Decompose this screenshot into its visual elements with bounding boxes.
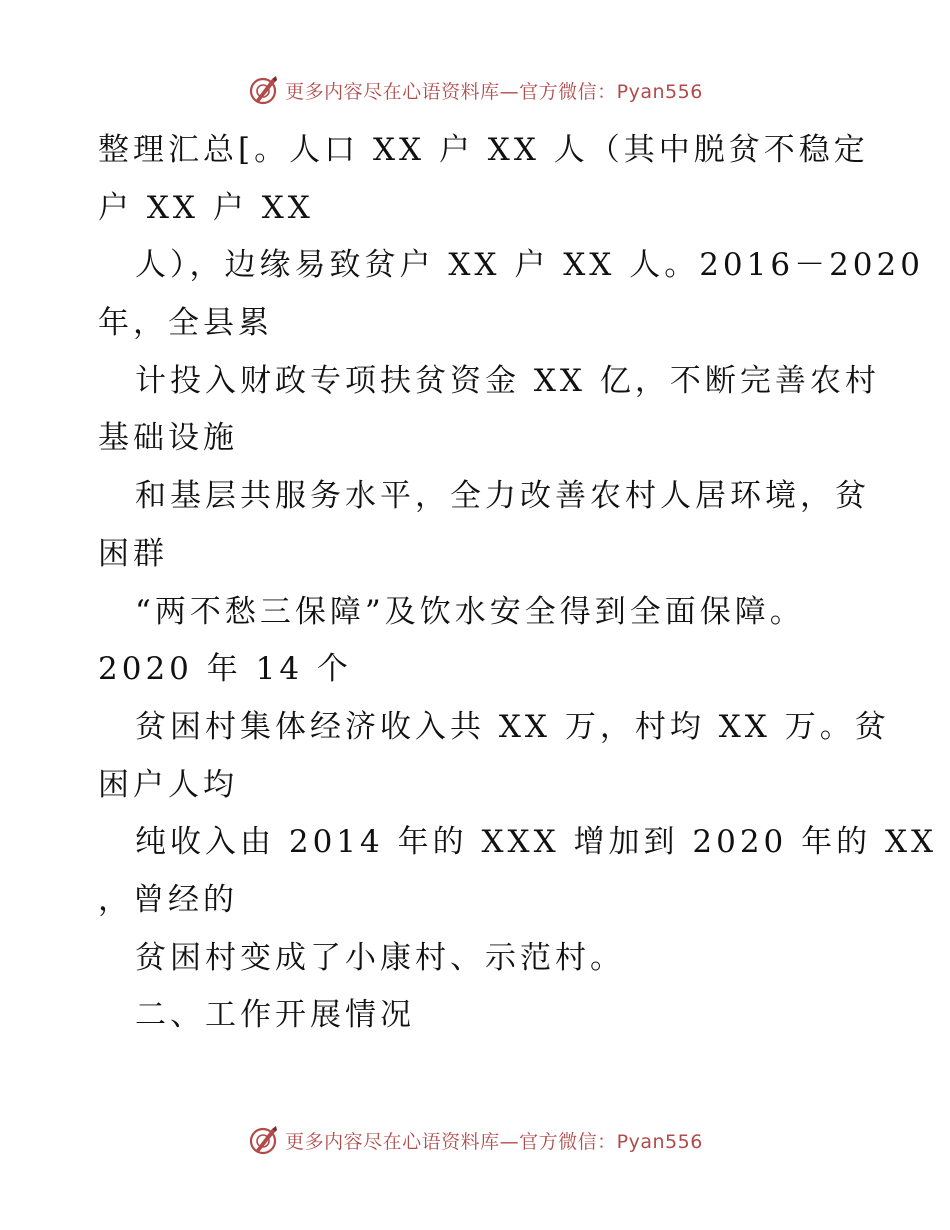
paragraph-line: 和基层共服务水平，全力改善农村人居环境，贫 [135, 478, 870, 515]
paragraph-line: 纯收入由 2014 年的 XXX 增加到 2020 年的 XX [135, 824, 938, 861]
paragraph-line: 人），边缘易致贫户 XX 户 XX 人。2016－2020 [135, 247, 924, 284]
paragraph-line: 年，全县累 [98, 305, 273, 342]
paragraph-line: 二、工作开展情况 [135, 997, 415, 1034]
header-banner-text: 更多内容尽在心语资料库—官方微信：Pyan556 [285, 80, 703, 103]
paragraph-line: 贫困村变成了小康村、示范村。 [135, 939, 625, 976]
paragraph-line: 基础设施 [98, 420, 238, 457]
pen-logo-icon [247, 74, 279, 106]
paragraph-line: 困户人均 [98, 766, 238, 803]
paragraph-line: 整理汇总[。人口 XX 户 XX 人（其中脱贫不稳定 [98, 132, 869, 168]
paragraph-line: “两不愁三保障”及饮水安全得到全面保障。 [135, 593, 805, 630]
paragraph-line: 户 XX 户 XX [98, 189, 314, 226]
document-body [98, 122, 938, 1045]
footer-banner-text: 更多内容尽在心语资料库—官方微信：Pyan556 [285, 1130, 703, 1153]
footer-banner [0, 1120, 950, 1160]
paragraph-line: ，曾经的 [98, 881, 238, 918]
pen-logo-icon [247, 1124, 279, 1156]
paragraph-line: 贫困村集体经济收入共 XX 万，村均 XX 万。贫 [135, 708, 890, 745]
paragraph-line: 计投入财政专项扶贫资金 XX 亿，不断完善农村 [135, 362, 880, 399]
header-banner [0, 70, 950, 110]
paragraph-line: 2020 年 14 个 [98, 651, 352, 688]
paragraph-line: 困群 [98, 535, 168, 572]
